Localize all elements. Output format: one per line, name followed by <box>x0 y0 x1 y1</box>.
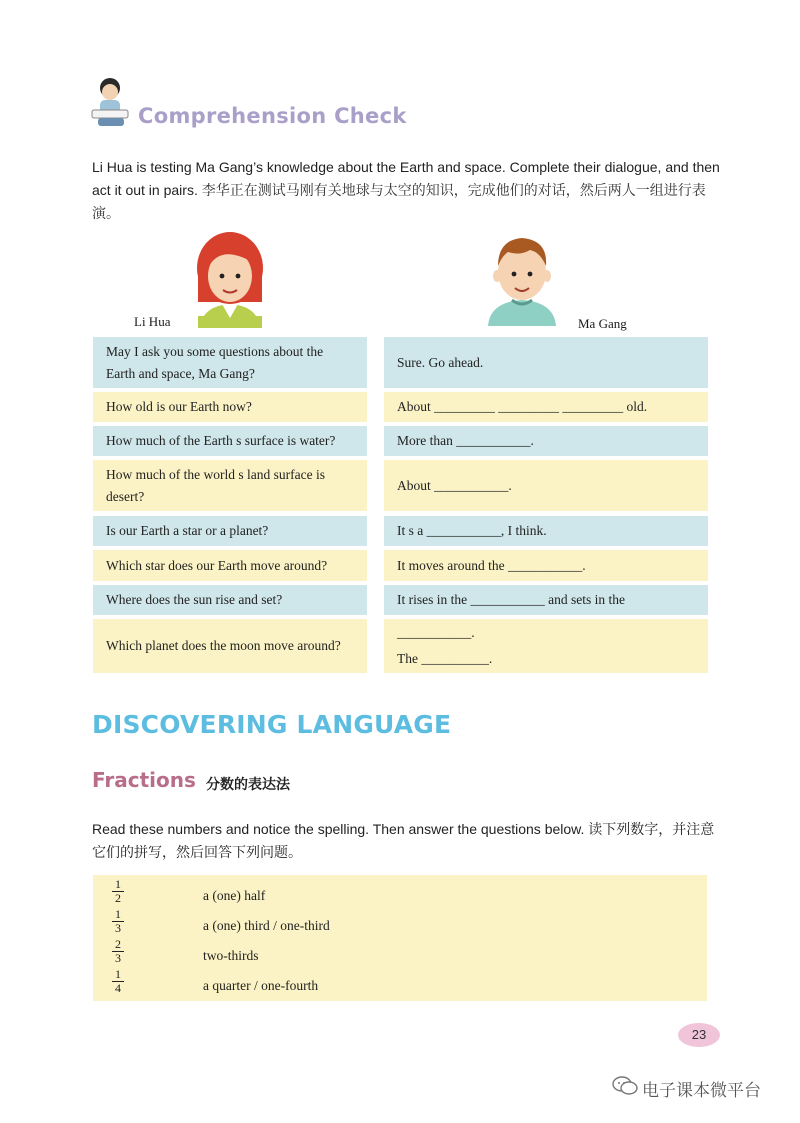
fractions-title: Fractions <box>92 768 196 792</box>
fraction-two-thirds: $\frac{2}{3}$ <box>112 939 124 964</box>
question-cell: How much of the world s land surface is desert? <box>93 460 367 511</box>
section-title: Comprehension Check <box>138 104 407 128</box>
fraction-word: a (one) half <box>203 888 266 903</box>
wechat-icon <box>612 1076 638 1096</box>
read-instructions-english: Read these numbers and notice the spelling. Then answer the questions below. <box>92 821 585 837</box>
question-cell: Where does the sun rise and set? <box>93 585 367 615</box>
question-cell: How old is our Earth now? <box>93 392 367 422</box>
intro-paragraph <box>92 156 720 225</box>
intro-english: Li Hua is testing Ma Gang’s knowledge about the Earth and space. Complete their dialogue, and then act it out in pairs. <box>92 159 720 198</box>
read-instructions <box>92 818 720 864</box>
fraction-word: two-thirds <box>203 948 259 963</box>
fractions-box <box>93 875 707 1001</box>
fraction-quarter: $\frac{1}{4}$ <box>112 969 124 994</box>
read-instructions-chinese: 读下列数字，并注意它们的拼写，然后回答下列问题。 <box>92 821 715 860</box>
intro-chinese: 李华正在测试马刚有关地球与太空的知识，完成他们的对话，然后两人一组进行表演。 <box>92 182 706 221</box>
reading-student-icon <box>88 74 132 130</box>
fraction-third: $\frac{1}{3}$ <box>112 909 124 934</box>
li-hua-illustration <box>190 228 270 328</box>
question-cell: Which planet does the moon move around? <box>93 619 367 673</box>
answer-cell: About ___________. <box>384 460 708 511</box>
watermark-text: 电子课本微平台 <box>642 1081 761 1100</box>
answer-cell: It s a ___________, I think. <box>384 516 708 546</box>
page-number: 23 <box>691 1027 707 1042</box>
li-hua-label: Li Hua <box>134 314 171 329</box>
ma-gang-label: Ma Gang <box>578 316 627 331</box>
question-cell: Is our Earth a star or a planet? <box>93 516 367 546</box>
ma-gang-illustration <box>484 228 560 326</box>
answer-cell: More than ___________. <box>384 426 708 456</box>
question-cell: Which star does our Earth move around? <box>93 550 367 581</box>
discovering-language-heading: DISCOVERING LANGUAGE <box>92 710 452 739</box>
fraction-word: a quarter / one-fourth <box>203 978 319 993</box>
answer-cell: It moves around the ___________. <box>384 550 708 581</box>
answer-cell <box>384 619 708 673</box>
answer-cell: Sure. Go ahead. <box>384 337 708 388</box>
fraction-half: $\frac{1}{2}$ <box>112 879 124 904</box>
answer-cell: About _________ _________ _________ old. <box>384 392 708 422</box>
answer-line: The __________. <box>397 651 493 666</box>
answer-cell: It rises in the ___________ and sets in the <box>384 585 708 615</box>
question-cell: May I ask you some questions about the Earth and space, Ma Gang? <box>93 337 367 388</box>
fraction-word: a (one) third / one-third <box>203 918 330 933</box>
question-cell: How much of the Earth s surface is water? <box>93 426 367 456</box>
answer-line: ___________. <box>397 625 475 640</box>
fractions-chinese-title: 分数的表达法 <box>206 776 290 792</box>
